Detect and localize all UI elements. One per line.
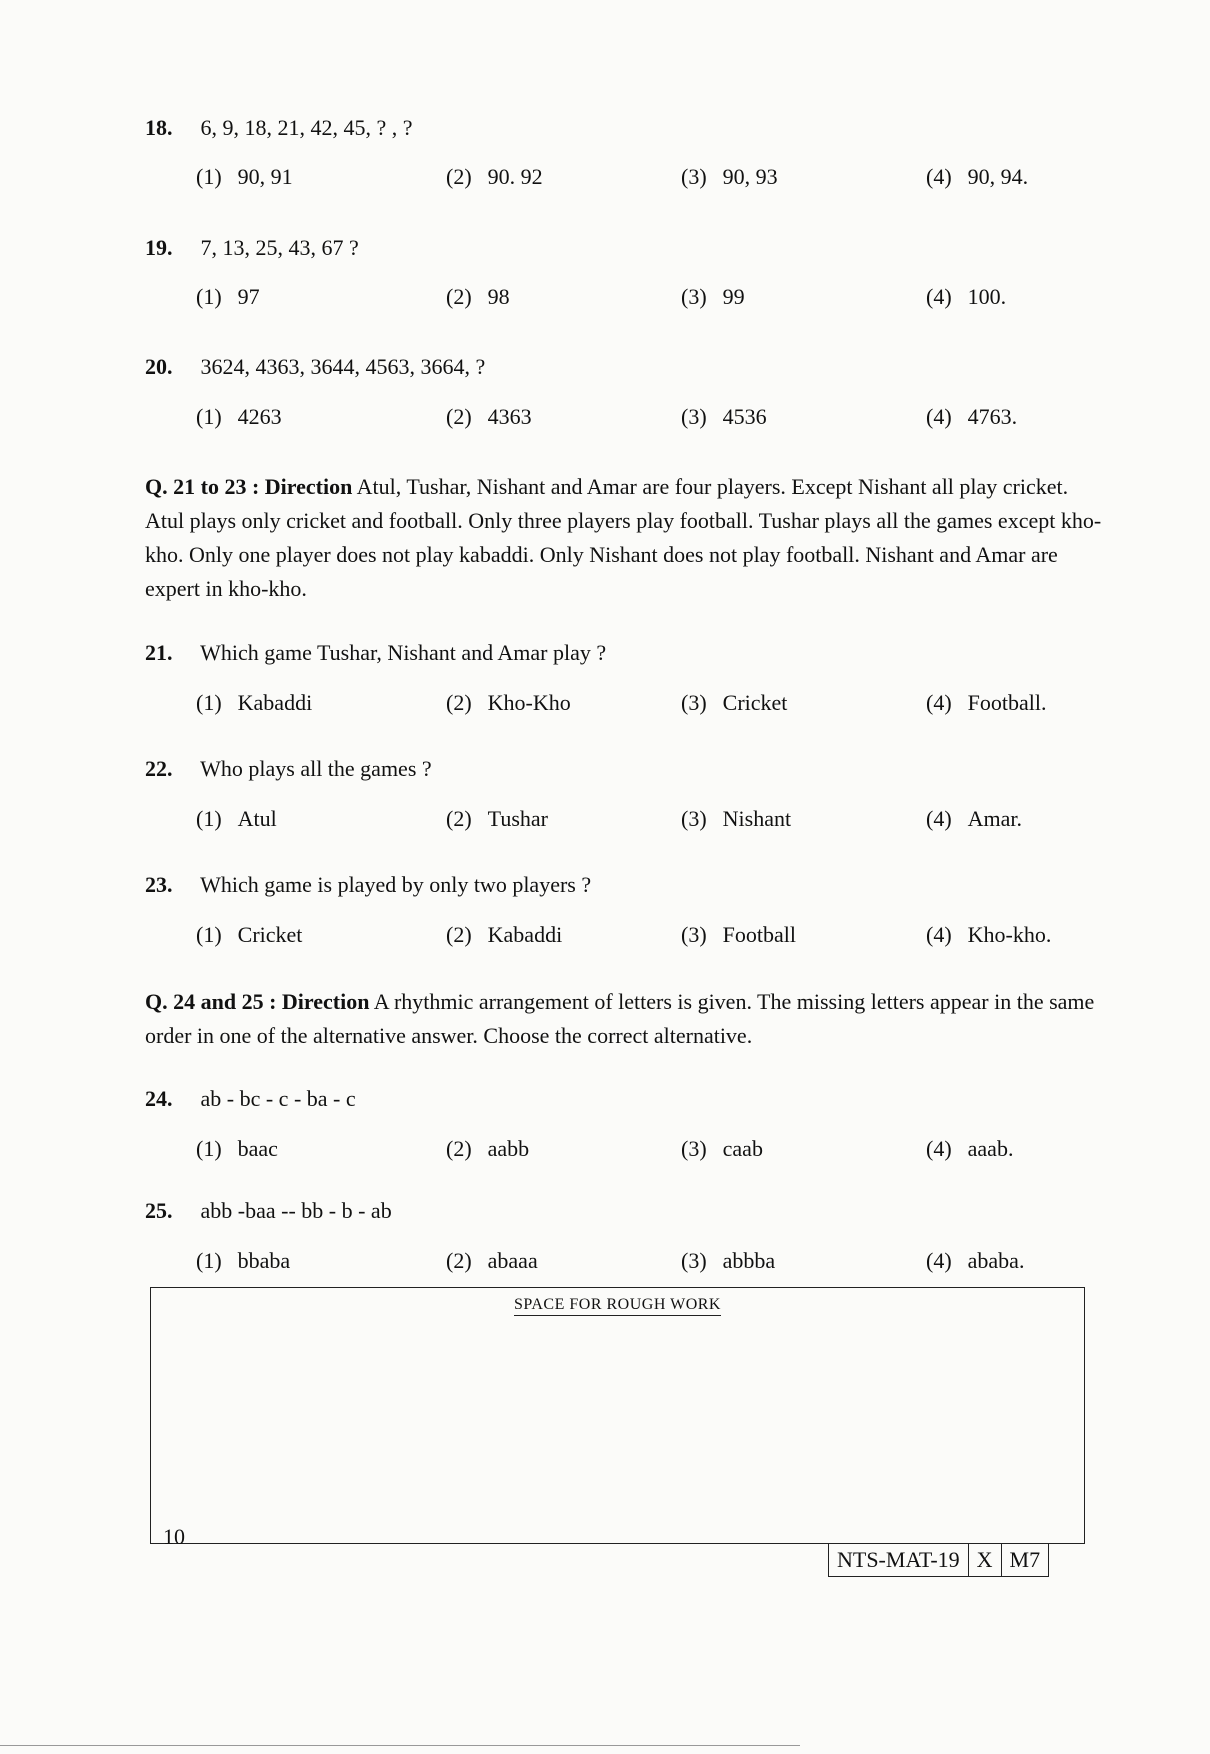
option-2: (2) Tushar [446, 806, 548, 831]
question-25 [145, 1198, 392, 1224]
question-number: 23. [145, 872, 173, 897]
direction-21-23 [145, 470, 1105, 606]
question-21 [145, 640, 606, 666]
option-4: (4) Football. [926, 690, 1047, 715]
question-23 [145, 872, 591, 898]
question-24 [145, 1086, 356, 1112]
question-20 [145, 354, 485, 380]
paper-version: M7 [1009, 1547, 1041, 1572]
options-19 [196, 284, 1076, 316]
option-4: (4) 90, 94. [926, 164, 1029, 189]
option-3: (3) Nishant [681, 806, 792, 831]
options-20 [196, 404, 1076, 436]
option-4: (4) 100. [926, 284, 1007, 309]
paper-code: NTS-MAT-19 [829, 1544, 969, 1576]
option-1: (1) 4263 [196, 404, 282, 429]
question-text: 3624, 4363, 3644, 4563, 3664, ? [200, 354, 486, 379]
question-number: 20. [145, 354, 173, 379]
option-2: (2) abaaa [446, 1248, 538, 1273]
paper-code-box [828, 1543, 1049, 1577]
direction-24-25 [145, 985, 1105, 1053]
options-24 [196, 1136, 1076, 1168]
rough-work-box [150, 1287, 1085, 1544]
option-1: (1) Atul [196, 806, 277, 831]
question-number: 19. [145, 235, 173, 260]
option-1: (1) 90, 91 [196, 164, 293, 189]
question-text: abb -baa -- bb - b - ab [200, 1198, 392, 1223]
question-number: 18. [145, 115, 173, 140]
direction-text: Atul, Tushar, Nishant and Amar are four players. Except Nishant all play cricket. Atul plays only cricket and football. Only three players play football. Tushar plays all the games except kho-kho. Only one player does not play kabaddi. Only Nishant does not play football. Nishant and Amar are expert in kho-kho. [145, 474, 1102, 601]
option-4: (4) aaab. [926, 1136, 1014, 1161]
option-3: (3) 4536 [681, 404, 767, 429]
option-1: (1) baac [196, 1136, 278, 1161]
option-2: (2) aabb [446, 1136, 530, 1161]
options-25 [196, 1248, 1076, 1280]
question-text: 6, 9, 18, 21, 42, 45, ? , ? [200, 115, 413, 140]
option-4: (4) Amar. [926, 806, 1023, 831]
option-3: (3) abbba [681, 1248, 776, 1273]
option-2: (2) 4363 [446, 404, 532, 429]
direction-heading: Q. 24 and 25 : Direction [145, 989, 370, 1014]
question-text: Which game is played by only two players ? [200, 872, 592, 897]
option-4: (4) 4763. [926, 404, 1018, 429]
option-1: (1) Kabaddi [196, 690, 313, 715]
rough-work-title: SPACE FOR ROUGH WORK [151, 1296, 1084, 1314]
option-2: (2) Kabaddi [446, 922, 563, 947]
question-text: Which game Tushar, Nishant and Amar play ? [200, 640, 607, 665]
option-1: (1) Cricket [196, 922, 303, 947]
question-number: 25. [145, 1198, 173, 1223]
option-1: (1) bbaba [196, 1248, 291, 1273]
option-4: (4) Kho-kho. [926, 922, 1052, 947]
question-number: 22. [145, 756, 173, 781]
paper-set: X [969, 1544, 1002, 1576]
options-21 [196, 690, 1076, 722]
options-23 [196, 922, 1076, 954]
option-4: (4) ababa. [926, 1248, 1025, 1273]
option-3: (3) Cricket [681, 690, 788, 715]
option-3: (3) 99 [681, 284, 745, 309]
question-text: ab - bc - c - ba - c [200, 1086, 356, 1111]
option-3: (3) 90, 93 [681, 164, 778, 189]
question-text: 7, 13, 25, 43, 67 ? [200, 235, 359, 260]
direction-text: A rhythmic arrangement of letters is given. The missing letters appear in the same order in one of the alternative answer. Choose the correct alternative. [145, 989, 1095, 1048]
option-3: (3) caab [681, 1136, 763, 1161]
divider [0, 1745, 800, 1746]
direction-heading: Q. 21 to 23 : Direction [145, 474, 353, 499]
options-22 [196, 806, 1076, 838]
options-18 [196, 164, 1076, 196]
option-2: (2) 90. 92 [446, 164, 543, 189]
question-19 [145, 235, 359, 261]
question-number: 24. [145, 1086, 173, 1111]
question-number: 21. [145, 640, 173, 665]
option-3: (3) Football [681, 922, 796, 947]
question-22 [145, 756, 432, 782]
question-18 [145, 115, 413, 141]
page-number: 10 [163, 1524, 185, 1549]
option-2: (2) 98 [446, 284, 510, 309]
option-1: (1) 97 [196, 284, 260, 309]
question-text: Who plays all the games ? [200, 756, 432, 781]
option-2: (2) Kho-Kho [446, 690, 571, 715]
